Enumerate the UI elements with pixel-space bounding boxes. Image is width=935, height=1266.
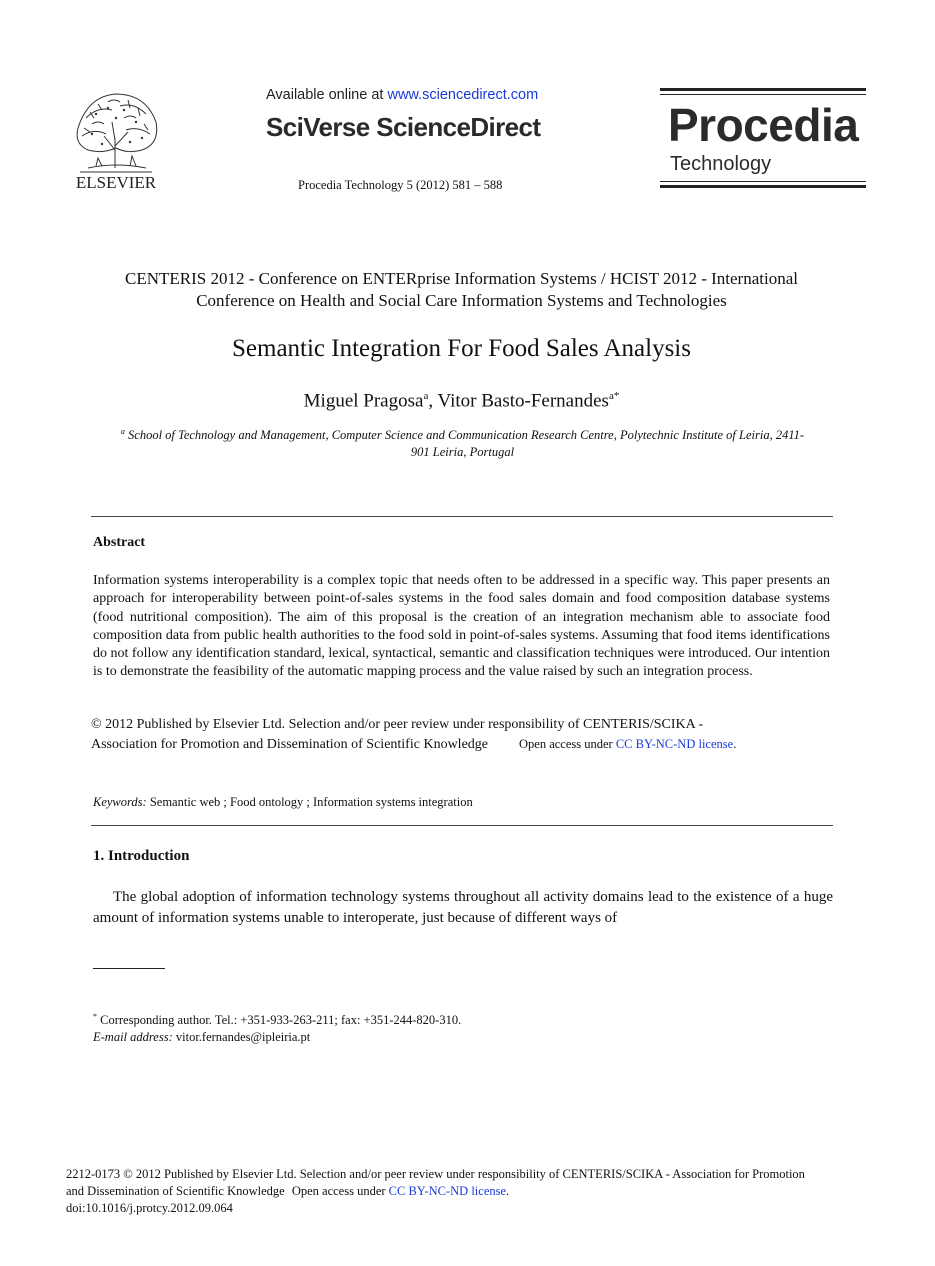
copyright-line-1: © 2012 Published by Elsevier Ltd. Selection and/or peer review under responsibility of CENTERIS/SCIKA - bbox=[91, 717, 704, 732]
available-prefix: Available online at bbox=[266, 87, 388, 103]
keywords-label: Keywords: bbox=[93, 795, 147, 809]
abstract-heading: Abstract bbox=[93, 535, 146, 550]
section-divider bbox=[91, 825, 833, 826]
doi[interactable]: doi:10.1016/j.protcy.2012.09.064 bbox=[66, 1201, 233, 1215]
introduction-heading: 1. Introduction bbox=[93, 848, 190, 864]
keywords bbox=[93, 795, 473, 810]
abstract-text: Information systems interoperability is a complex topic that needs often to be addressed in a specific way. This paper presents an approach for interoperability between point-of-sales systems in the food sales domain and food composition database systems (food nutritional composition). The aim of this proposal is the creation of an integration mechanism able to associate food composition data from public health authorities to the food sold in point-of-sales systems. Assuming that food items identifications do not follow any identification standard, lexical, syntactical, semantic and classification techniques were introduced. Our intention is to demonstrate the feasibility of the automatic mapping process and the value raised by such an integration process. bbox=[93, 573, 830, 680]
conference-name bbox=[80, 268, 843, 311]
corresponding-author-text: Corresponding author. Tel.: +351-933-263-211; fax: +351-244-820-310. bbox=[97, 1013, 462, 1028]
sciencedirect-link[interactable]: www.sciencedirect.com bbox=[387, 87, 539, 103]
copyright-line-2: Association for Promotion and Dissemination of Scientific Knowledge bbox=[91, 737, 488, 752]
elsevier-logo bbox=[68, 88, 164, 192]
footer-open-access-suffix: . bbox=[506, 1184, 510, 1198]
available-online-line bbox=[266, 87, 538, 103]
introduction-paragraph: The global adoption of information technology systems throughout all activity domains lead to the existence of a huge amount of information systems unable to interoperate, just because of different ways of bbox=[93, 889, 833, 926]
email-label: E-mail address: bbox=[93, 1030, 173, 1044]
elsevier-tree-icon bbox=[68, 88, 164, 192]
sciverse-sciencedirect-logo: SciVerse ScienceDirect bbox=[266, 112, 541, 142]
affiliation-line-1: School of Technology and Management, Computer Science and Communication Research Centre, Polytechnic Institute of Leiria, 2411- bbox=[124, 428, 805, 443]
conference-line-2: Conference on Health and Social Care Information Systems and Technologies bbox=[196, 290, 727, 310]
footer-copyright-text: and Dissemination of Scientific Knowledge bbox=[66, 1184, 285, 1198]
section-divider bbox=[91, 516, 833, 517]
email-address[interactable]: vitor.fernandes@ipleiria.pt bbox=[172, 1030, 311, 1044]
conference-line-1: CENTERIS 2012 - Conference on ENTERprise Information Systems / HCIST 2012 - International bbox=[125, 269, 798, 288]
technology-wordmark: Technology bbox=[670, 153, 772, 175]
open-access-prefix: Open access under bbox=[519, 737, 616, 751]
license-link[interactable]: CC BY-NC-ND license bbox=[615, 737, 734, 751]
paper-title: Semantic Integration For Food Sales Analysis bbox=[232, 335, 691, 362]
author-separator: , bbox=[428, 390, 438, 412]
affiliation-marker: a bbox=[423, 390, 429, 402]
author-list bbox=[80, 383, 843, 414]
author-name: Vitor Basto-Fernandes bbox=[437, 390, 609, 412]
footnote-rule bbox=[93, 968, 165, 969]
logo-top-thin-rule bbox=[660, 94, 866, 95]
author-name: Miguel Pragosa bbox=[303, 390, 424, 412]
affiliation-line-2: 901 Leiria, Portugal bbox=[410, 445, 515, 460]
footer-copyright-line-1: 2212-0173 © 2012 Published by Elsevier Ltd. Selection and/or peer review under responsibility of CENTERIS/SCIKA - Association for Promotion bbox=[66, 1167, 805, 1181]
procedia-wordmark: Procedia bbox=[668, 99, 859, 151]
footer-license-link[interactable]: CC BY-NC-ND license bbox=[388, 1184, 507, 1198]
email-footnote bbox=[93, 1029, 310, 1045]
open-access-suffix: . bbox=[733, 737, 737, 751]
corresponding-author-footnote bbox=[93, 1009, 461, 1028]
logo-top-rule bbox=[660, 88, 866, 91]
footer-copyright-line-2 bbox=[66, 1183, 509, 1200]
elsevier-wordmark: ELSEVIER bbox=[75, 173, 157, 192]
affiliation-marker: a bbox=[120, 427, 125, 436]
logo-bottom-thin-rule bbox=[660, 181, 866, 182]
open-access-notice bbox=[519, 737, 736, 752]
affiliation-marker: a* bbox=[608, 390, 620, 402]
procedia-technology-logo bbox=[660, 88, 866, 190]
affiliation bbox=[90, 423, 835, 461]
logo-bottom-rule bbox=[660, 185, 866, 188]
journal-citation: Procedia Technology 5 (2012) 581 – 588 bbox=[298, 178, 503, 192]
footnote-marker: * bbox=[93, 1012, 97, 1021]
footer-open-access-prefix: Open access under bbox=[291, 1184, 389, 1198]
keywords-text: Semantic web ; Food ontology ; Information systems integration bbox=[146, 795, 473, 809]
